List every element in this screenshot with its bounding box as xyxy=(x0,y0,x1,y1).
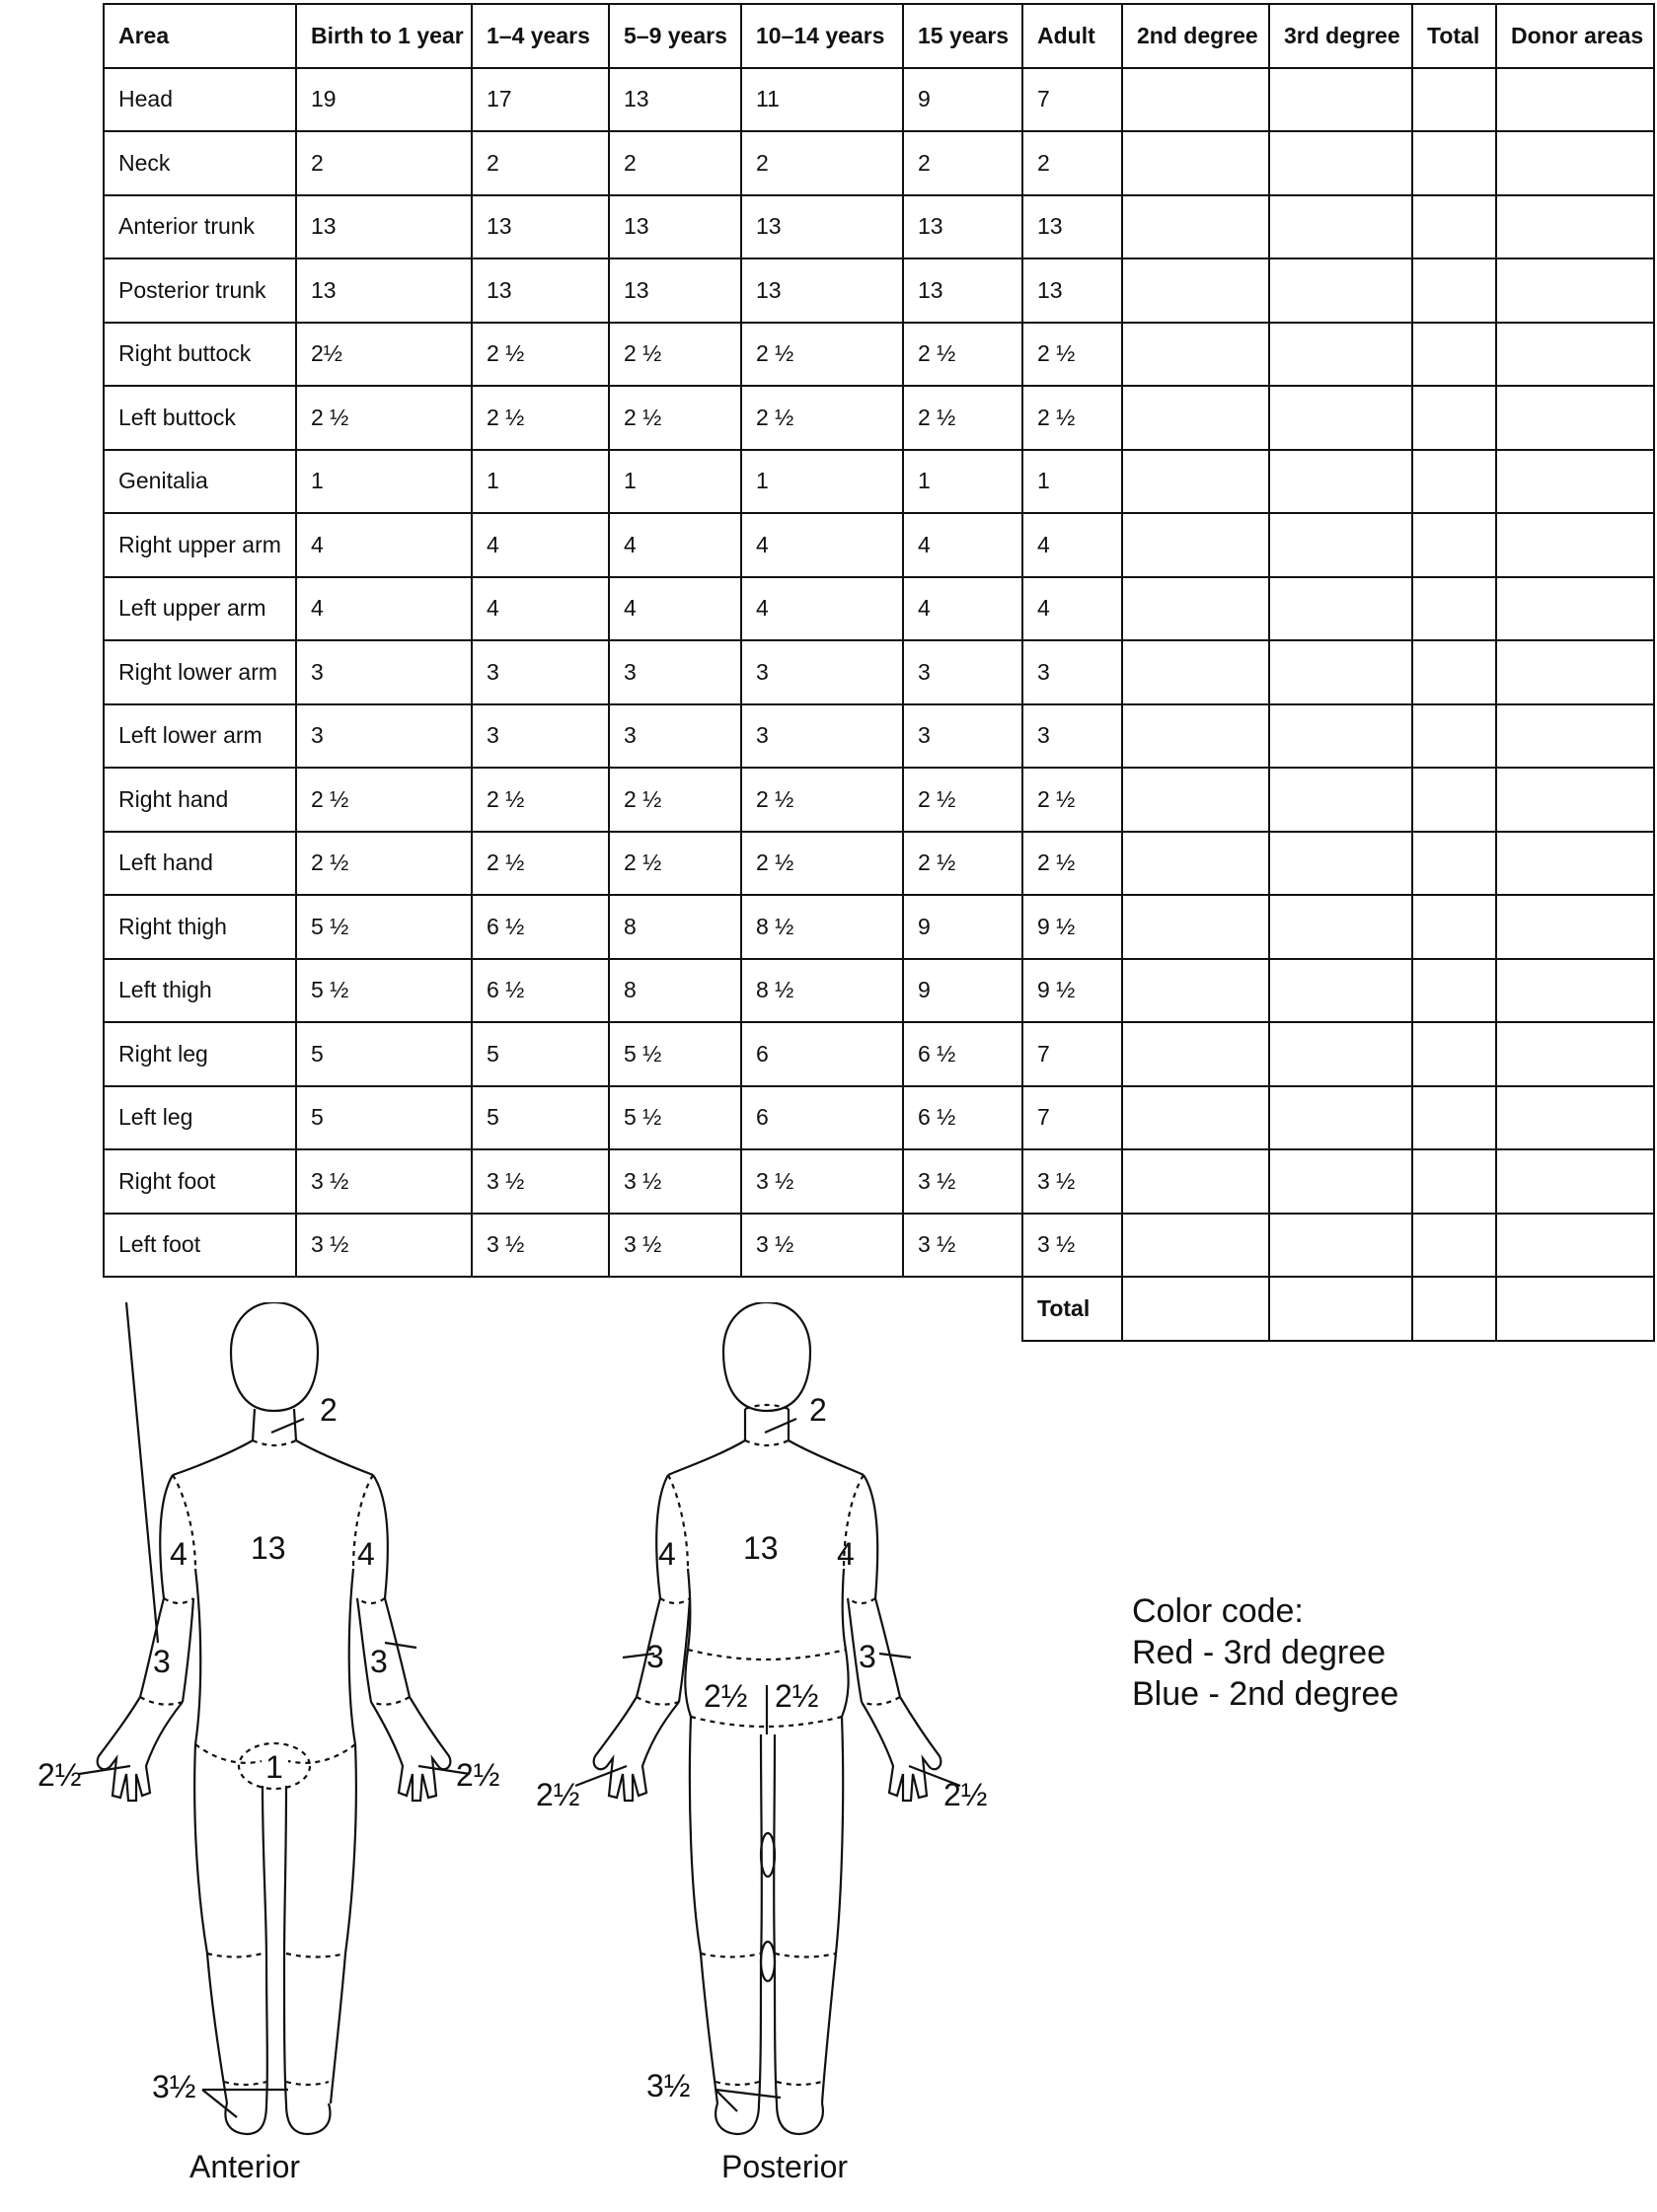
percent-cell: 4 xyxy=(472,577,609,641)
percent-cell: 13 xyxy=(609,68,741,132)
area-cell: Genitalia xyxy=(104,450,296,514)
area-cell: Anterior trunk xyxy=(104,195,296,259)
percent-cell: 5 ½ xyxy=(609,1022,741,1086)
percent-cell: 9 xyxy=(903,895,1022,959)
entry-cell xyxy=(1122,1022,1269,1086)
entry-cell xyxy=(1496,895,1654,959)
entry-cell xyxy=(1269,386,1412,450)
area-cell: Right hand xyxy=(104,768,296,832)
percent-cell: 13 xyxy=(472,258,609,323)
percent-cell: 1 xyxy=(609,450,741,514)
total-label: Total xyxy=(1022,1277,1122,1341)
anterior-body-figure xyxy=(20,1302,533,2136)
header-cell: 3rd degree xyxy=(1269,4,1412,68)
percent-cell: 2½ xyxy=(296,323,472,387)
header-cell: Donor areas xyxy=(1496,4,1654,68)
entry-cell xyxy=(1496,832,1654,896)
area-cell: Left upper arm xyxy=(104,577,296,641)
posterior-buttock-right-label: 2½ xyxy=(775,1678,819,1714)
anterior-hand-left-label: 2½ xyxy=(38,1757,82,1793)
entry-cell xyxy=(1122,704,1269,769)
percent-cell: 2 ½ xyxy=(903,768,1022,832)
anterior-foot-label: 3½ xyxy=(152,2069,196,2104)
entry-cell xyxy=(1269,68,1412,132)
percent-cell: 2 ½ xyxy=(903,386,1022,450)
percent-cell: 2 xyxy=(1022,131,1122,195)
percent-cell: 3 xyxy=(1022,640,1122,704)
percent-cell: 17 xyxy=(472,68,609,132)
table-row xyxy=(104,386,1654,450)
area-cell: Right leg xyxy=(104,1022,296,1086)
posterior-lower-arm-right-label: 3 xyxy=(859,1639,876,1674)
percent-cell: 2 xyxy=(903,131,1022,195)
table-row xyxy=(104,895,1654,959)
percent-cell: 3 xyxy=(296,640,472,704)
percent-cell: 3 ½ xyxy=(472,1214,609,1278)
anterior-lower-arm-left-label: 3 xyxy=(153,1644,171,1679)
percent-cell: 2 ½ xyxy=(1022,832,1122,896)
percent-cell: 5 xyxy=(472,1022,609,1086)
percent-cell: 6 ½ xyxy=(903,1086,1022,1150)
table-row xyxy=(104,704,1654,769)
entry-cell xyxy=(1496,1086,1654,1150)
percent-cell: 3 ½ xyxy=(903,1214,1022,1278)
posterior-body-figure xyxy=(528,1302,1041,2136)
percent-cell: 2 ½ xyxy=(472,386,609,450)
percent-cell: 13 xyxy=(296,195,472,259)
entry-cell xyxy=(1269,895,1412,959)
percent-cell: 7 xyxy=(1022,68,1122,132)
percent-cell: 8 xyxy=(609,895,741,959)
posterior-trunk-label: 13 xyxy=(743,1530,779,1566)
entry-cell xyxy=(1269,131,1412,195)
header-cell: Birth to 1 year xyxy=(296,4,472,68)
percent-cell: 2 ½ xyxy=(1022,386,1122,450)
entry-cell xyxy=(1122,832,1269,896)
table-row xyxy=(104,323,1654,387)
entry-cell xyxy=(1496,768,1654,832)
percent-cell: 2 ½ xyxy=(903,323,1022,387)
entry-cell xyxy=(1412,832,1496,896)
entry-cell xyxy=(1412,1149,1496,1214)
area-cell: Right thigh xyxy=(104,895,296,959)
posterior-upper-arm-left-label: 4 xyxy=(658,1536,676,1572)
percent-cell: 4 xyxy=(296,577,472,641)
percent-cell: 3 xyxy=(472,640,609,704)
area-cell: Posterior trunk xyxy=(104,258,296,323)
table-row xyxy=(104,258,1654,323)
percent-cell: 7 xyxy=(1022,1086,1122,1150)
percent-cell: 13 xyxy=(741,258,903,323)
percent-cell: 13 xyxy=(609,258,741,323)
table-row xyxy=(104,513,1654,577)
entry-cell xyxy=(1496,704,1654,769)
entry-cell xyxy=(1122,258,1269,323)
entry-cell xyxy=(1496,323,1654,387)
entry-cell xyxy=(1122,131,1269,195)
percent-cell: 6 ½ xyxy=(472,895,609,959)
entry-cell xyxy=(1496,1214,1654,1278)
anterior-trunk-label: 13 xyxy=(251,1530,286,1566)
table-row xyxy=(104,131,1654,195)
entry-cell xyxy=(1122,195,1269,259)
percent-cell: 13 xyxy=(609,195,741,259)
entry-cell xyxy=(1412,323,1496,387)
percent-cell: 11 xyxy=(741,68,903,132)
percent-cell: 8 ½ xyxy=(741,895,903,959)
percent-cell: 4 xyxy=(741,577,903,641)
percent-cell: 2 xyxy=(472,131,609,195)
percent-cell: 2 ½ xyxy=(609,832,741,896)
entry-cell xyxy=(1269,450,1412,514)
percent-cell: 13 xyxy=(903,258,1022,323)
posterior-caption: Posterior xyxy=(721,2149,849,2184)
percent-cell: 2 ½ xyxy=(296,768,472,832)
percent-cell: 1 xyxy=(296,450,472,514)
area-cell: Left lower arm xyxy=(104,704,296,769)
entry-cell xyxy=(1496,195,1654,259)
percent-cell: 6 xyxy=(741,1086,903,1150)
entry-cell xyxy=(1412,513,1496,577)
percent-cell: 3 ½ xyxy=(472,1149,609,1214)
entry-cell xyxy=(1269,832,1412,896)
entry-cell xyxy=(1496,386,1654,450)
entry-cell xyxy=(1412,640,1496,704)
percent-cell: 2 ½ xyxy=(472,832,609,896)
area-cell: Left hand xyxy=(104,832,296,896)
entry-cell xyxy=(1269,1149,1412,1214)
percent-cell: 1 xyxy=(741,450,903,514)
entry-cell xyxy=(1412,959,1496,1023)
entry-cell xyxy=(1412,386,1496,450)
entry-cell xyxy=(1269,1214,1412,1278)
percent-cell: 5 ½ xyxy=(609,1086,741,1150)
legend-title: Color code: xyxy=(1132,1592,1304,1630)
table-row xyxy=(104,450,1654,514)
entry-cell xyxy=(1122,895,1269,959)
burn-area-table xyxy=(103,3,1655,1342)
percent-cell: 4 xyxy=(1022,577,1122,641)
area-cell: Neck xyxy=(104,131,296,195)
area-cell: Left thigh xyxy=(104,959,296,1023)
percent-cell: 6 ½ xyxy=(903,1022,1022,1086)
percent-cell: 3 xyxy=(903,704,1022,769)
percent-cell: 1 xyxy=(472,450,609,514)
anterior-upper-arm-left-label: 4 xyxy=(170,1536,188,1572)
percent-cell: 2 ½ xyxy=(741,832,903,896)
percent-cell: 3 ½ xyxy=(741,1149,903,1214)
percent-cell: 13 xyxy=(903,195,1022,259)
entry-cell xyxy=(1269,577,1412,641)
entry-cell xyxy=(1122,1214,1269,1278)
percent-cell: 13 xyxy=(472,195,609,259)
percent-cell: 5 xyxy=(472,1086,609,1150)
color-code-legend xyxy=(1132,1590,1398,1715)
entry-cell xyxy=(1122,1086,1269,1150)
percent-cell: 4 xyxy=(472,513,609,577)
percent-cell: 3 xyxy=(1022,704,1122,769)
entry-cell xyxy=(1412,258,1496,323)
posterior-upper-arm-right-label: 4 xyxy=(837,1536,855,1572)
percent-cell: 13 xyxy=(741,195,903,259)
percent-cell: 3 ½ xyxy=(296,1214,472,1278)
percent-cell: 3 xyxy=(609,704,741,769)
anterior-neck-label: 2 xyxy=(320,1392,338,1428)
posterior-lower-arm-left-label: 3 xyxy=(646,1639,664,1674)
percent-cell: 3 ½ xyxy=(296,1149,472,1214)
percent-cell: 3 ½ xyxy=(1022,1214,1122,1278)
percent-cell: 4 xyxy=(741,513,903,577)
entry-cell xyxy=(1122,640,1269,704)
entry-cell xyxy=(1269,768,1412,832)
area-cell: Head xyxy=(104,68,296,132)
posterior-hand-right-label: 2½ xyxy=(943,1777,988,1812)
percent-cell: 3 xyxy=(741,640,903,704)
percent-cell: 2 ½ xyxy=(1022,768,1122,832)
area-cell: Left leg xyxy=(104,1086,296,1150)
area-cell: Left buttock xyxy=(104,386,296,450)
percent-cell: 13 xyxy=(1022,258,1122,323)
entry-cell xyxy=(1412,895,1496,959)
percent-cell: 2 xyxy=(741,131,903,195)
table-row xyxy=(104,1022,1654,1086)
percent-cell: 4 xyxy=(609,577,741,641)
percent-cell: 3 xyxy=(296,704,472,769)
percent-cell: 3 xyxy=(472,704,609,769)
percent-cell: 2 ½ xyxy=(741,768,903,832)
entry-cell xyxy=(1412,450,1496,514)
entry-cell xyxy=(1412,768,1496,832)
percent-cell: 2 ½ xyxy=(1022,323,1122,387)
percent-cell: 2 ½ xyxy=(609,386,741,450)
percent-cell: 9 xyxy=(903,959,1022,1023)
entry-cell xyxy=(1269,195,1412,259)
entry-cell xyxy=(1269,258,1412,323)
entry-cell xyxy=(1496,131,1654,195)
entry-cell xyxy=(1269,704,1412,769)
percent-cell: 9 xyxy=(903,68,1022,132)
percent-cell: 2 ½ xyxy=(741,323,903,387)
entry-cell xyxy=(1122,386,1269,450)
percent-cell: 3 ½ xyxy=(903,1149,1022,1214)
percent-cell: 6 ½ xyxy=(472,959,609,1023)
head-outline xyxy=(231,1302,318,1411)
entry-cell xyxy=(1412,195,1496,259)
entry-cell xyxy=(1122,68,1269,132)
anterior-lower-arm-right-label: 3 xyxy=(370,1644,388,1679)
percent-cell: 1 xyxy=(903,450,1022,514)
table-row xyxy=(104,832,1654,896)
entry-cell xyxy=(1496,450,1654,514)
percent-cell: 2 ½ xyxy=(296,832,472,896)
percent-cell: 1 xyxy=(1022,450,1122,514)
entry-cell xyxy=(1122,513,1269,577)
entry-cell xyxy=(1269,1086,1412,1150)
percent-cell: 8 xyxy=(609,959,741,1023)
percent-cell: 2 ½ xyxy=(609,768,741,832)
percent-cell: 5 xyxy=(296,1022,472,1086)
area-cell: Right foot xyxy=(104,1149,296,1214)
percent-cell: 2 ½ xyxy=(609,323,741,387)
table-row xyxy=(104,768,1654,832)
percent-cell: 2 ½ xyxy=(903,832,1022,896)
table-header-row xyxy=(104,4,1654,68)
entry-cell xyxy=(1269,323,1412,387)
entry-cell xyxy=(1122,959,1269,1023)
table-row xyxy=(104,195,1654,259)
total-entry-cell xyxy=(1122,1277,1269,1341)
entry-cell xyxy=(1269,959,1412,1023)
percent-cell: 3 ½ xyxy=(609,1149,741,1214)
percent-cell: 13 xyxy=(1022,195,1122,259)
percent-cell: 4 xyxy=(609,513,741,577)
percent-cell: 19 xyxy=(296,68,472,132)
header-cell: 15 years xyxy=(903,4,1022,68)
entry-cell xyxy=(1412,577,1496,641)
area-cell: Right upper arm xyxy=(104,513,296,577)
percent-cell: 8 ½ xyxy=(741,959,903,1023)
entry-cell xyxy=(1122,450,1269,514)
header-cell: Adult xyxy=(1022,4,1122,68)
percent-cell: 13 xyxy=(296,258,472,323)
percent-cell: 5 ½ xyxy=(296,959,472,1023)
header-cell: 1–4 years xyxy=(472,4,609,68)
entry-cell xyxy=(1269,1022,1412,1086)
total-entry-cell xyxy=(1412,1277,1496,1341)
table-row xyxy=(104,959,1654,1023)
posterior-foot-label: 3½ xyxy=(646,2068,691,2103)
head-outline xyxy=(723,1302,810,1411)
percent-cell: 3 ½ xyxy=(741,1214,903,1278)
percent-cell: 9 ½ xyxy=(1022,895,1122,959)
percent-cell: 7 xyxy=(1022,1022,1122,1086)
entry-cell xyxy=(1496,258,1654,323)
entry-cell xyxy=(1122,1149,1269,1214)
entry-cell xyxy=(1122,577,1269,641)
entry-cell xyxy=(1496,1149,1654,1214)
entry-cell xyxy=(1412,131,1496,195)
percent-cell: 4 xyxy=(1022,513,1122,577)
total-entry-cell xyxy=(1496,1277,1654,1341)
percent-cell: 2 xyxy=(296,131,472,195)
entry-cell xyxy=(1412,1022,1496,1086)
anterior-caption: Anterior xyxy=(189,2149,301,2184)
entry-cell xyxy=(1269,513,1412,577)
posterior-buttock-left-label: 2½ xyxy=(704,1678,748,1714)
percent-cell: 2 ½ xyxy=(741,386,903,450)
percent-cell: 2 ½ xyxy=(472,323,609,387)
entry-cell xyxy=(1496,640,1654,704)
table-row xyxy=(104,640,1654,704)
legend-red: Red - 3rd degree xyxy=(1132,1634,1387,1671)
percent-cell: 3 ½ xyxy=(609,1214,741,1278)
legend-blue: Blue - 2nd degree xyxy=(1132,1675,1399,1713)
percent-cell: 3 xyxy=(741,704,903,769)
percent-cell: 2 ½ xyxy=(296,386,472,450)
percent-cell: 5 ½ xyxy=(296,895,472,959)
table-row xyxy=(104,1086,1654,1150)
posterior-neck-label: 2 xyxy=(809,1392,827,1428)
entry-cell xyxy=(1412,1214,1496,1278)
entry-cell xyxy=(1269,640,1412,704)
percent-cell: 2 ½ xyxy=(472,768,609,832)
header-cell: 10–14 years xyxy=(741,4,903,68)
percent-cell: 3 xyxy=(609,640,741,704)
table-row xyxy=(104,577,1654,641)
area-cell: Right buttock xyxy=(104,323,296,387)
total-entry-cell xyxy=(1269,1277,1412,1341)
entry-cell xyxy=(1496,513,1654,577)
posterior-hand-left-label: 2½ xyxy=(536,1777,580,1812)
percent-cell: 6 xyxy=(741,1022,903,1086)
percent-cell: 5 xyxy=(296,1086,472,1150)
area-cell: Left foot xyxy=(104,1214,296,1278)
percent-cell: 9 ½ xyxy=(1022,959,1122,1023)
entry-cell xyxy=(1122,768,1269,832)
percent-cell: 3 ½ xyxy=(1022,1149,1122,1214)
table-row xyxy=(104,1149,1654,1214)
table-row xyxy=(104,68,1654,132)
percent-cell: 4 xyxy=(903,577,1022,641)
anterior-genitalia-label: 1 xyxy=(265,1749,283,1785)
entry-cell xyxy=(1412,68,1496,132)
entry-cell xyxy=(1412,1086,1496,1150)
entry-cell xyxy=(1122,323,1269,387)
entry-cell xyxy=(1496,577,1654,641)
percent-cell: 3 xyxy=(903,640,1022,704)
area-cell: Right lower arm xyxy=(104,640,296,704)
anterior-hand-right-label: 2½ xyxy=(456,1757,500,1793)
entry-cell xyxy=(1496,1022,1654,1086)
entry-cell xyxy=(1496,959,1654,1023)
table-row xyxy=(104,1214,1654,1278)
entry-cell xyxy=(1496,68,1654,132)
entry-cell xyxy=(1412,704,1496,769)
header-cell: Total xyxy=(1412,4,1496,68)
percent-cell: 4 xyxy=(296,513,472,577)
header-cell: 2nd degree xyxy=(1122,4,1269,68)
anterior-upper-arm-right-label: 4 xyxy=(357,1536,375,1572)
header-cell: Area xyxy=(104,4,296,68)
header-cell: 5–9 years xyxy=(609,4,741,68)
percent-cell: 2 xyxy=(609,131,741,195)
percent-cell: 4 xyxy=(903,513,1022,577)
